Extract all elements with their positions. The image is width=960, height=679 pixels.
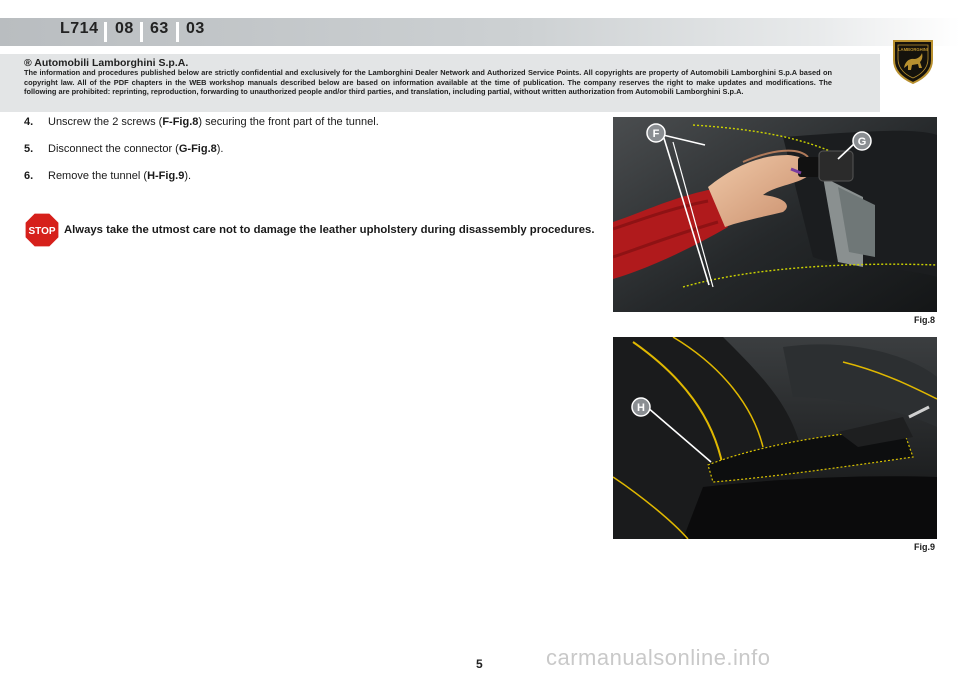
step-number: 6. <box>24 170 34 182</box>
step-text: ). <box>184 170 192 182</box>
stop-sign-icon <box>24 212 60 248</box>
header-separator <box>176 22 179 42</box>
photo-fig8 <box>613 117 937 312</box>
header-code-section: 03 <box>186 20 205 37</box>
logo-text: LAMBORGHINI <box>897 47 929 52</box>
step-4 <box>24 116 379 128</box>
header-band <box>0 18 960 46</box>
callout-label: G <box>857 136 867 148</box>
step-5 <box>24 143 223 155</box>
header-code-subgroup: 63 <box>150 20 169 37</box>
step-text: Remove the tunnel ( <box>48 170 148 182</box>
step-6 <box>24 170 191 182</box>
stop-sign-text: STOP <box>28 226 56 237</box>
step-reference: H-Fig.9 <box>147 170 185 182</box>
callout-label: H <box>637 402 645 414</box>
figure-caption: Fig.8 <box>914 315 936 325</box>
copyright-title: ® Automobili Lamborghini S.p.A. <box>24 57 189 69</box>
step-text: ) securing the front part of the tunnel. <box>198 116 379 128</box>
step-reference: F-Fig.8 <box>162 116 199 128</box>
step-number: 5. <box>24 143 34 155</box>
bull-shield-icon <box>892 38 934 84</box>
header-separator <box>140 22 143 42</box>
step-text: Disconnect the connector ( <box>48 143 179 155</box>
step-text: ). <box>216 143 224 155</box>
step-reference: G-Fig.8 <box>178 143 217 155</box>
watermark: carmanualsonline.info <box>546 645 771 670</box>
header-separator <box>104 22 107 42</box>
step-text: Unscrew the 2 screws ( <box>48 116 163 128</box>
page-number: 5 <box>476 657 483 671</box>
header-code-model: L714 <box>60 20 99 37</box>
step-number: 4. <box>24 116 34 128</box>
copyright-text: The information and procedures published below are strictly confidential and exclusively for the Lamborghini Dealer Network and Authorized Service Points. All copyrights are property of Automobili Lamborghini S.p.A based on copyright law. All of the PDF chapters in the WEB workshop manuals described below are based on information available at the time of publication. The company reserves the right to make updates and modifications. The following are prohibited: reprinting, reproduction, forwarding to unauthorized people and/or third parties, and translation, including partial, without written authorization from Automobili Lamborghini S.p.A. <box>24 68 832 97</box>
warning-text: Always take the utmost care not to damage the leather upholstery during disassembly procedures. <box>64 224 595 236</box>
callout-label: F <box>652 128 660 140</box>
photo-fig9 <box>613 337 937 539</box>
figure-caption: Fig.9 <box>914 542 936 552</box>
header-code-group: 08 <box>115 20 134 37</box>
